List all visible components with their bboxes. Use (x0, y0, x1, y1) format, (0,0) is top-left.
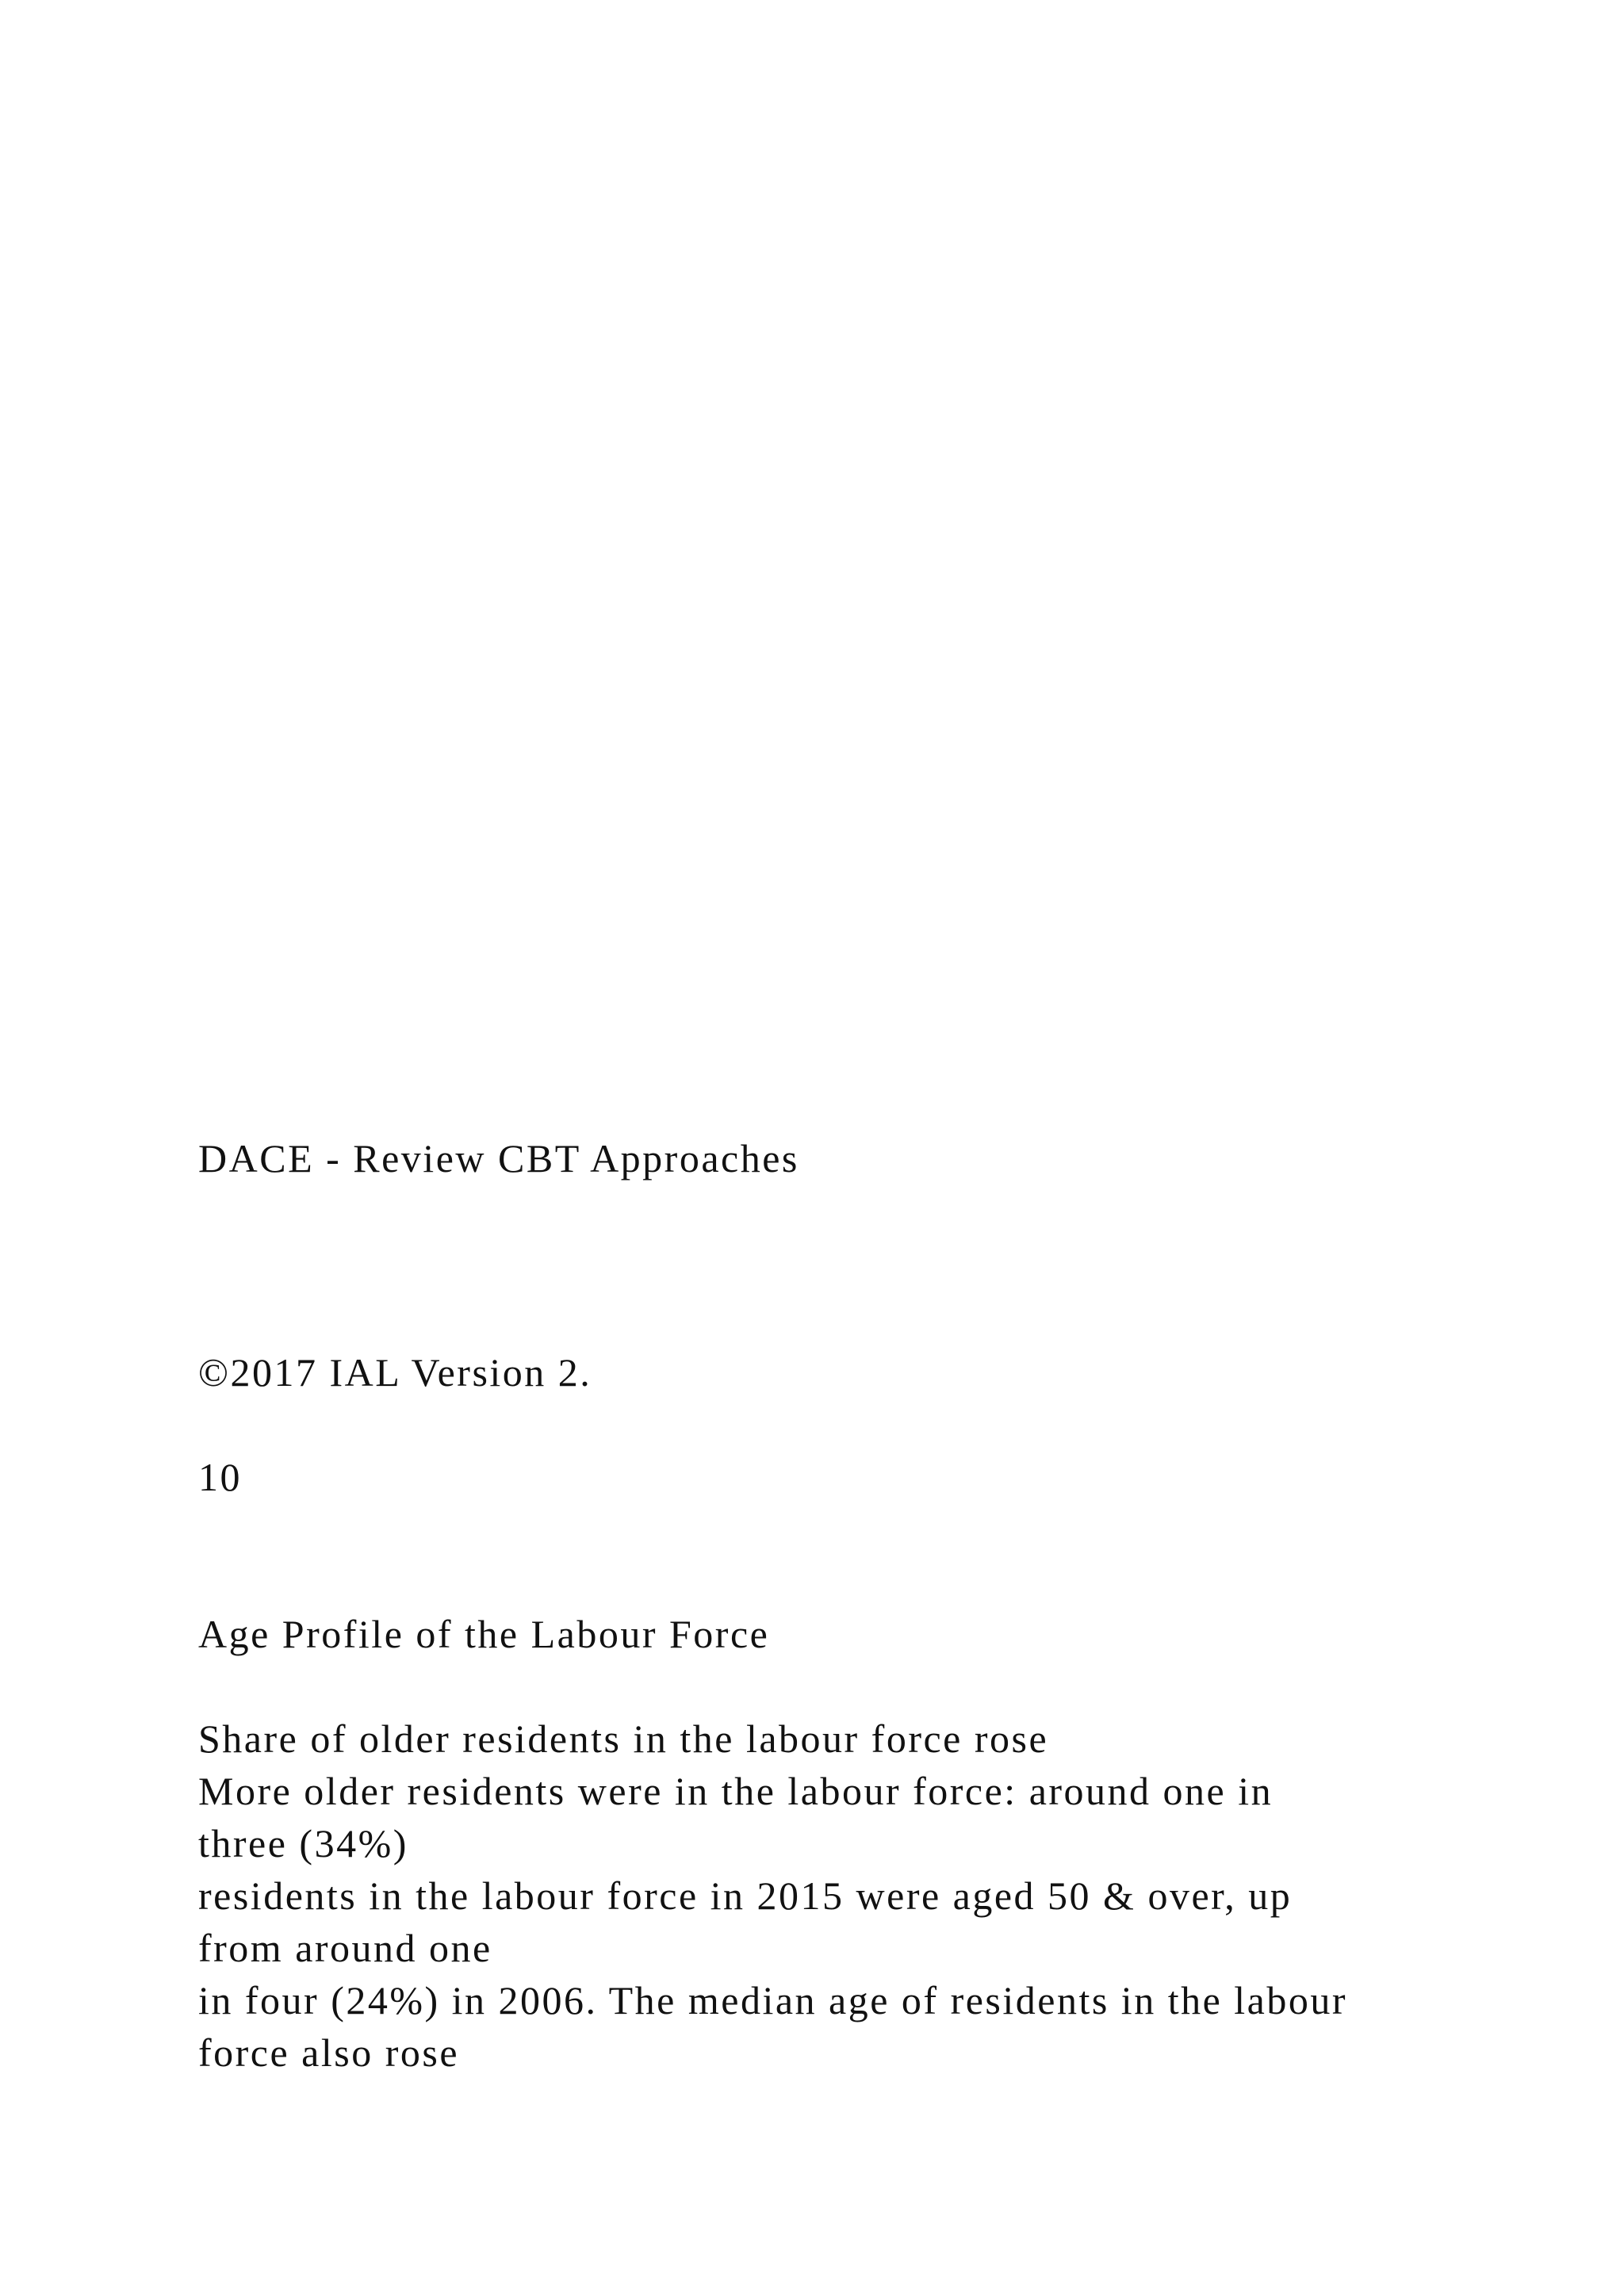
body-line: Share of older residents in the labour force rose (198, 1716, 1049, 1761)
body-line: residents in the labour force in 2015 were aged 50 & over, up (198, 1873, 1293, 1918)
body-line: from around one (198, 1926, 492, 1970)
copyright-notice: ©2017 IAL Version 2. (198, 1350, 592, 1395)
body-line: force also rose (198, 2030, 460, 2075)
document-title: DACE - Review CBT Approaches (198, 1136, 799, 1181)
body-paragraph (198, 1712, 1347, 2079)
section-heading: Age Profile of the Labour Force (198, 1612, 770, 1656)
body-line: More older residents were in the labour force: around one in (198, 1769, 1274, 1813)
body-line: in four (24%) in 2006. The median age of residents in the labour (198, 1978, 1348, 2022)
page-number: 10 (198, 1455, 242, 1499)
body-line: three (34%) (198, 1821, 408, 1866)
